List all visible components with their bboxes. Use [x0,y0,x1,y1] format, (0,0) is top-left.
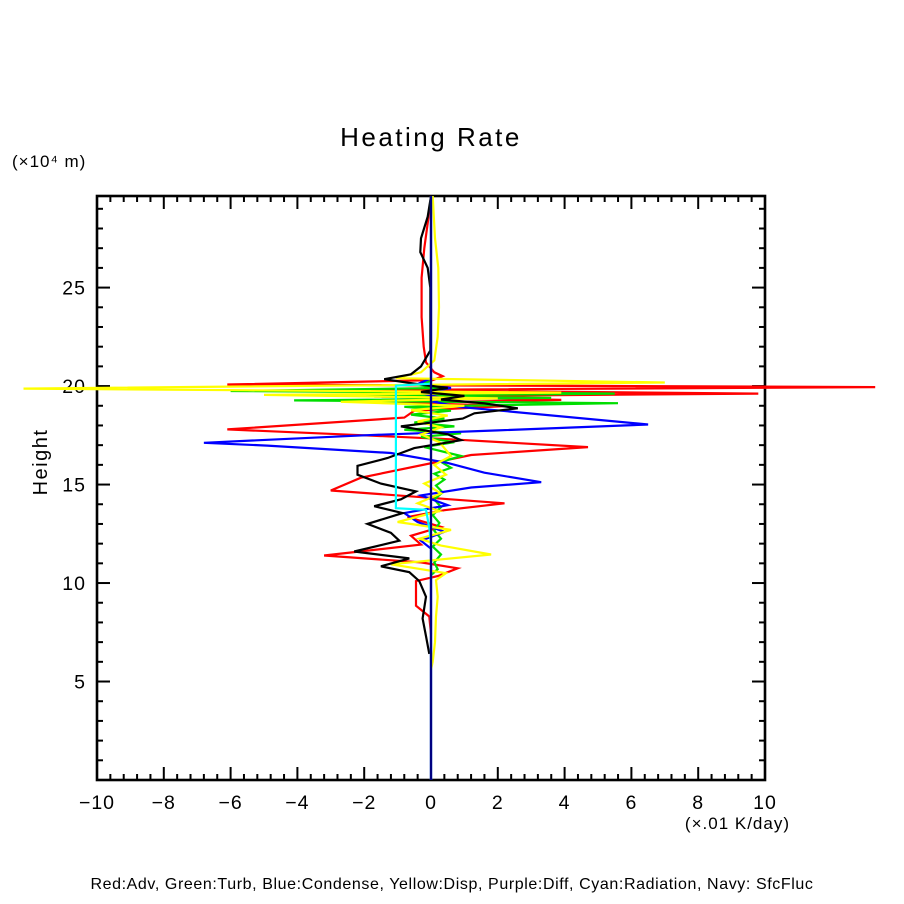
y-axis-unit: (×10⁴ m) [12,152,87,171]
series-condense [204,196,648,780]
x-tick-label: 4 [558,792,571,814]
x-tick-label: −4 [285,792,310,814]
x-tick-label: 10 [753,792,777,814]
x-tick-label: 6 [625,792,638,814]
y-tick-label: 20 [62,376,86,399]
x-tick-label: −6 [218,792,243,814]
x-tick-label: 0 [425,792,437,814]
x-tick-label: 2 [491,792,504,814]
x-tick-label: −10 [78,792,116,814]
y-tick-label: 25 [62,277,86,300]
x-tick-label: 8 [692,792,705,814]
x-tick-label: −8 [151,792,176,814]
x-axis-unit: (×.01 K/day) [684,814,790,833]
y-tick-label: 10 [62,573,86,596]
y-tick-label: 15 [62,474,86,497]
series-disp [24,196,665,670]
x-tick-label: −2 [352,792,377,814]
y-axis-label: Height [30,428,52,496]
y-tick-label: 5 [74,671,86,694]
legend-caption: Red:Adv, Green:Turb, Blue:Condense, Yellow:Disp, Purple:Diff, Cyan:Radiation, Navy: SfcFluc [90,876,814,893]
chart-title: Heating Rate [340,122,522,152]
